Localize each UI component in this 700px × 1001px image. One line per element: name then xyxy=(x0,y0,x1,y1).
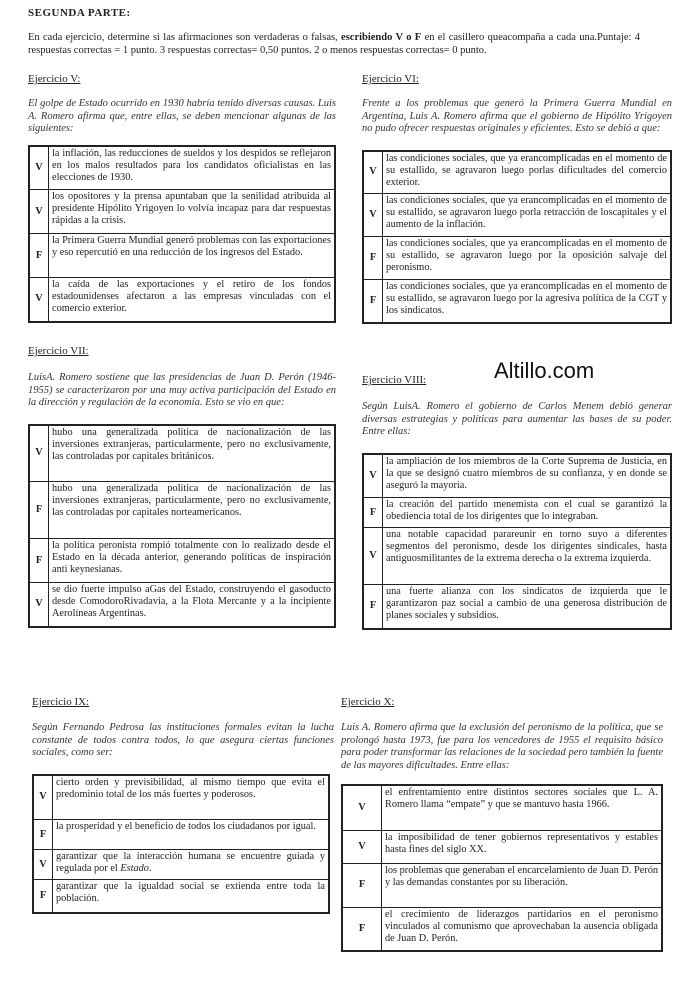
table-row xyxy=(363,151,671,194)
statement-text: la Primera Guerra Mundial generó problemas con las exportaciones y eso repercutió en una reducción de los ingresos del Estado. xyxy=(49,234,336,278)
statement-text: los opositores y la prensa apuntaban que la senilidad atribuida al presidente Hipólito Yrigoyen lo volvía incapaz para dar respuestas rápidas a la crisis. xyxy=(49,190,336,234)
exercise-intro: Frente a los problemas que generó la Primera Guerra Mundial en Argentina, Luis A. Romero afirma que el gobierno de Hipólito Yrigoyen no pudo ofrecer respuestas originales y eficientes. Esto se debió a que: xyxy=(362,98,672,134)
answer-cell[interactable]: V xyxy=(29,146,49,190)
statement-text: las condiciones sociales, que ya erancomplicadas en el momento de su estallido, se agravaron luego porla retracción de loscapitales y el aumento de la inflación. xyxy=(383,194,672,237)
exercise-intro: Según LuisA. Romero el gobierno de Carlos Menem debió generar diversas estrategias y políticas para aumentar las bases de su poder. Entre ellas: xyxy=(362,401,672,437)
table-row xyxy=(342,830,662,863)
statement-text: la creación del partido menemista con el cual se garantizó la obediencia total de los dirigentes que lo integraban. xyxy=(383,498,672,528)
exercise-v xyxy=(28,73,336,323)
exercise-vi xyxy=(362,73,672,324)
statement-text: la imposibilidad de tener gobiernos representativos y estables hasta fines del siglo XX. xyxy=(382,830,663,863)
answer-table xyxy=(28,145,336,323)
exercise-intro: Luis A. Romero afirma que la exclusión del peronismo de la política, que se prolongó hasta 1973, fue para los vencedores de 1955 el requisito básico para poder transformar las relaciones de la sociedad pero también la fuente de las mayores dificultades. Entre ellas: xyxy=(341,722,663,771)
exercise-title: Ejercicio X: xyxy=(341,696,395,708)
statement-text: la ampliación de los miembros de la Corte Suprema de Justicia, en la que se designó cuatro miembros de su confianza, y en donde se aseguró la mayoría. xyxy=(383,454,672,498)
answer-cell[interactable]: F xyxy=(33,820,53,850)
table-row xyxy=(363,498,671,528)
table-row xyxy=(29,539,335,583)
table-row xyxy=(29,146,335,190)
statement-text: una fuerte alianza con los sindicatos de izquierda que le garantizaron paz social a cambio de una generosa distribución de planes sociales y subsidios. xyxy=(383,585,672,629)
exercise-intro: El golpe de Estado ocurrido en 1930 habría tenido diversas causas. Luis A. Romero afirma que, entre ellas, se deben mencionar algunas de las siguientes: xyxy=(28,98,336,134)
exercise-viii xyxy=(362,374,672,630)
statement-text: garantizar que la interacción humana se encuentre guiada y regulada por el Estado. xyxy=(53,850,330,880)
statement-text: se dio fuerte impulso aGas del Estado, construyendo el gasoducto desde ComodoroRivadavia, a la Flota Mercante y a la incipiente Aerolíneas Argentinas. xyxy=(49,583,336,627)
answer-cell[interactable]: V xyxy=(29,583,49,627)
table-row xyxy=(29,583,335,627)
answer-cell[interactable]: F xyxy=(363,237,383,280)
table-row xyxy=(29,234,335,278)
statement-text: hubo una generalizada política de nacionalización de las inversiones extranjeras, particularmente, pero no exclusivamente, las controladas por capitales británicos. xyxy=(49,425,336,482)
answer-cell[interactable]: V xyxy=(363,528,383,585)
statement-text: el enfrentamiento entre distintos sectores sociales que L. A. Romero llama “empate” y que se mantuvo hasta 1966. xyxy=(382,785,663,830)
answer-cell[interactable]: V xyxy=(33,775,53,820)
exercise-intro: Según Fernando Pedrosa las instituciones formales evitan la lucha constante de todos contra todos, lo que asegura ciertas funciones sociales, como ser: xyxy=(32,722,334,758)
exercise-x xyxy=(341,696,663,952)
statement-text: la inflación, las reducciones de sueldos y los despidos se reflejaron en los malos resultados para los candidatos oficialistas en las elecciones de 1930. xyxy=(49,146,336,190)
table-row xyxy=(29,482,335,539)
table-row xyxy=(33,850,329,880)
statement-text: las condiciones sociales, que ya erancomplicadas en el momento de su estallido, se agravaron luego porlas dificultades del comercio exterior. xyxy=(383,151,672,194)
answer-cell[interactable]: F xyxy=(29,234,49,278)
answer-cell[interactable]: V xyxy=(342,830,382,863)
table-row xyxy=(363,194,671,237)
answer-cell[interactable]: V xyxy=(363,151,383,194)
watermark-logo: Altillo.com xyxy=(494,358,595,383)
answer-cell[interactable]: V xyxy=(29,278,49,322)
statement-text: garantizar que la igualdad social se extienda entre toda la población. xyxy=(53,880,330,913)
table-row xyxy=(29,278,335,322)
answer-cell[interactable]: F xyxy=(29,539,49,583)
answer-table xyxy=(32,774,330,914)
exercise-ix xyxy=(32,696,334,914)
answer-table xyxy=(362,453,672,630)
answer-cell[interactable]: V xyxy=(33,850,53,880)
table-row xyxy=(363,585,671,629)
exercise-title: Ejercicio V: xyxy=(28,73,81,85)
statement-text: la caída de las exportaciones y el retiro de los fondos estadounidenses afectaron a las empresas vinculadas con el comercio exterior. xyxy=(49,278,336,322)
statement-text: una notable capacidad parareunir en torno suyo a diferentes segmentos del peronismo, desde los dirigentes sindicales, hasta antiguosmilitantes de la extrema derecha o la extrema izquierda. xyxy=(383,528,672,585)
table-row xyxy=(33,775,329,820)
statement-text: la prosperidad y el beneficio de todos los ciudadanos por igual. xyxy=(53,820,330,850)
statement-text: cierto orden y previsibilidad, al mismo tiempo que evita el predominio total de los más fuertes y poderosos. xyxy=(53,775,330,820)
answer-cell[interactable]: F xyxy=(33,880,53,913)
answer-table xyxy=(341,784,663,952)
section-heading: SEGUNDA PARTE: xyxy=(28,7,131,19)
table-row xyxy=(33,880,329,913)
table-row xyxy=(363,454,671,498)
statement-text: las condiciones sociales, que ya erancomplicadas en el momento de su estallido, se agravaron luego por la agresiva política de la CGT y los sindicatos. xyxy=(383,280,672,323)
table-row xyxy=(363,237,671,280)
answer-cell[interactable]: V xyxy=(29,190,49,234)
answer-table xyxy=(28,424,336,628)
table-row xyxy=(363,528,671,585)
table-row xyxy=(33,820,329,850)
statement-text: los problemas que generaban el encarcelamiento de Juan D. Perón y las demandas constantes por su liberación. xyxy=(382,863,663,907)
statement-text: las condiciones sociales, que ya erancomplicadas en el momento de su estallido, se agravaron luego por la oposición salvaje del peronismo. xyxy=(383,237,672,280)
answer-cell[interactable]: V xyxy=(29,425,49,482)
exercise-title: Ejercicio IX: xyxy=(32,696,90,708)
answer-cell[interactable]: V xyxy=(363,194,383,237)
answer-cell[interactable]: F xyxy=(342,863,382,907)
table-row xyxy=(342,863,662,907)
table-row xyxy=(342,907,662,951)
statement-text: la política peronista rompió totalmente con lo realizado desde el Estado en la década anterior, generando políticas de inspiración anti keynesianas. xyxy=(49,539,336,583)
table-row xyxy=(29,190,335,234)
table-row xyxy=(29,425,335,482)
exercise-title: Ejercicio VII: xyxy=(28,345,89,357)
answer-cell[interactable]: V xyxy=(342,785,382,830)
statement-text: hubo una generalizada política de nacionalización de las inversiones extranjeras, particularmente, pero no exclusivamente, las controladas por capitales norteamericanos. xyxy=(49,482,336,539)
answer-cell[interactable]: F xyxy=(363,498,383,528)
answer-cell[interactable]: F xyxy=(342,907,382,951)
exercise-title: Ejercicio VIII: xyxy=(362,374,427,386)
answer-cell[interactable]: V xyxy=(363,454,383,498)
answer-cell[interactable]: F xyxy=(363,585,383,629)
table-row xyxy=(342,785,662,830)
instructions: En cada ejercicio, determine si las afirmaciones son verdaderas o falsas, escribiendo V o F en el casillero queacompaña a cada una.Puntaje: 4 respuestas correctas = 1 punto. 3 respuestas correctas= 0,50 puntos. 2 o menos respuestas correctas= 0 punto. xyxy=(28,32,640,56)
statement-text: el crecimiento de liderazgos partidarios en el peronismo vinculados al comunismo que aprovechaban la ausencia obligada de Juan D. Perón. xyxy=(382,907,663,951)
table-row xyxy=(363,280,671,323)
exercise-title: Ejercicio VI: xyxy=(362,73,419,85)
exercise-vii xyxy=(28,345,336,628)
exercise-intro: LuisA. Romero sostiene que las presidencias de Juan D. Perón (1946-1955) se caracterizaron por una muy activa participación del Estado en la dirección y regulación de la economía. Esto se vio en que: xyxy=(28,372,336,408)
answer-cell[interactable]: F xyxy=(363,280,383,323)
answer-cell[interactable]: F xyxy=(29,482,49,539)
answer-table xyxy=(362,150,672,324)
